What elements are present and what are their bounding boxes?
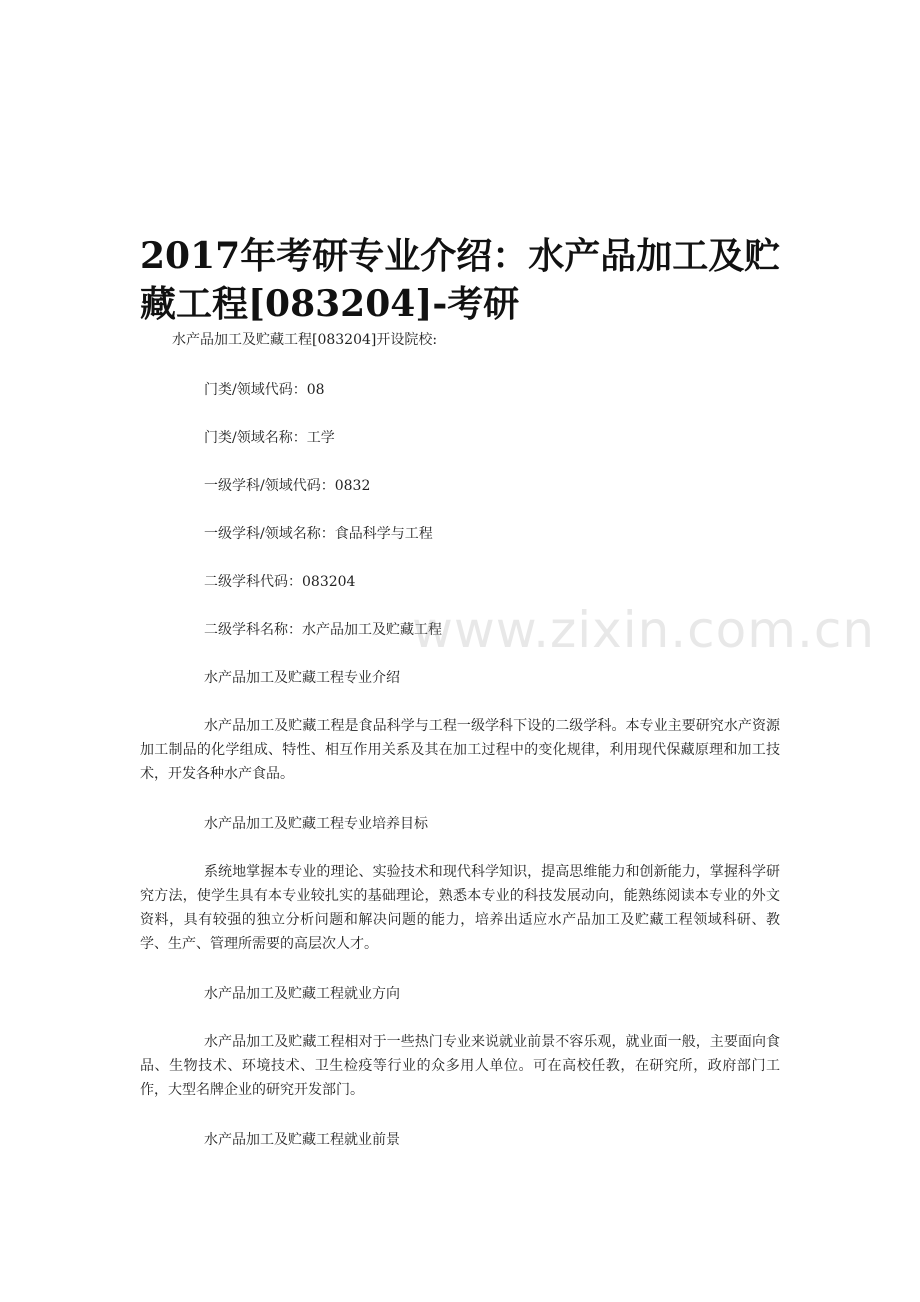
section-body-introduction: 水产品加工及贮藏工程是食品科学与工程一级学科下设的二级学科。本专业主要研究水产资源加工制品的化学组成、特性、相互作用关系及其在加工过程中的变化规律，利用现代保藏原理和加工技术，开发各种水产食品。	[140, 718, 780, 782]
field-second-level-name: 二级学科名称：水产品加工及贮藏工程	[204, 622, 442, 638]
section-heading-training-goals: 水产品加工及贮藏工程专业培养目标	[204, 816, 428, 832]
field-second-level-code: 二级学科代码：083204	[204, 574, 356, 590]
section-heading-career-prospects: 水产品加工及贮藏工程就业前景	[204, 1132, 400, 1148]
watermark: www.zixin.com.cn	[412, 601, 876, 659]
section-body-career-direction: 水产品加工及贮藏工程相对于一些热门专业来说就业前景不容乐观，就业面一般，主要面向食品、生物技术、环境技术、卫生检疫等行业的众多用人单位。可在高校任教，在研究所，政府部门工作，大型名牌企业的研究开发部门。	[140, 1034, 780, 1098]
section-heading-introduction: 水产品加工及贮藏工程专业介绍	[204, 670, 400, 686]
field-first-level-name: 一级学科/领域名称：食品科学与工程	[204, 526, 433, 542]
field-first-level-code: 一级学科/领域代码：0832	[204, 478, 371, 494]
section-heading-career-direction: 水产品加工及贮藏工程就业方向	[204, 986, 400, 1002]
field-category-name: 门类/领域名称：工学	[204, 430, 335, 446]
field-category-code: 门类/领域代码：08	[204, 382, 325, 398]
section-body-training-goals: 系统地掌握本专业的理论、实验技术和现代科学知识，提高思维能力和创新能力，掌握科学研究方法，使学生具有本专业较扎实的基础理论，熟悉本专业的科技发展动向，能熟练阅读本专业的外文资料，具有较强的独立分析问题和解决问题的能力，培养出适应水产品加工及贮藏工程领域科研、教学、生产、管理所需要的高层次人才。	[140, 864, 780, 952]
intro-line: 水产品加工及贮藏工程[083204]开设院校:	[172, 332, 438, 348]
document-title: 2017年考研专业介绍：水产品加工及贮藏工程[083204]-考研	[140, 235, 781, 325]
